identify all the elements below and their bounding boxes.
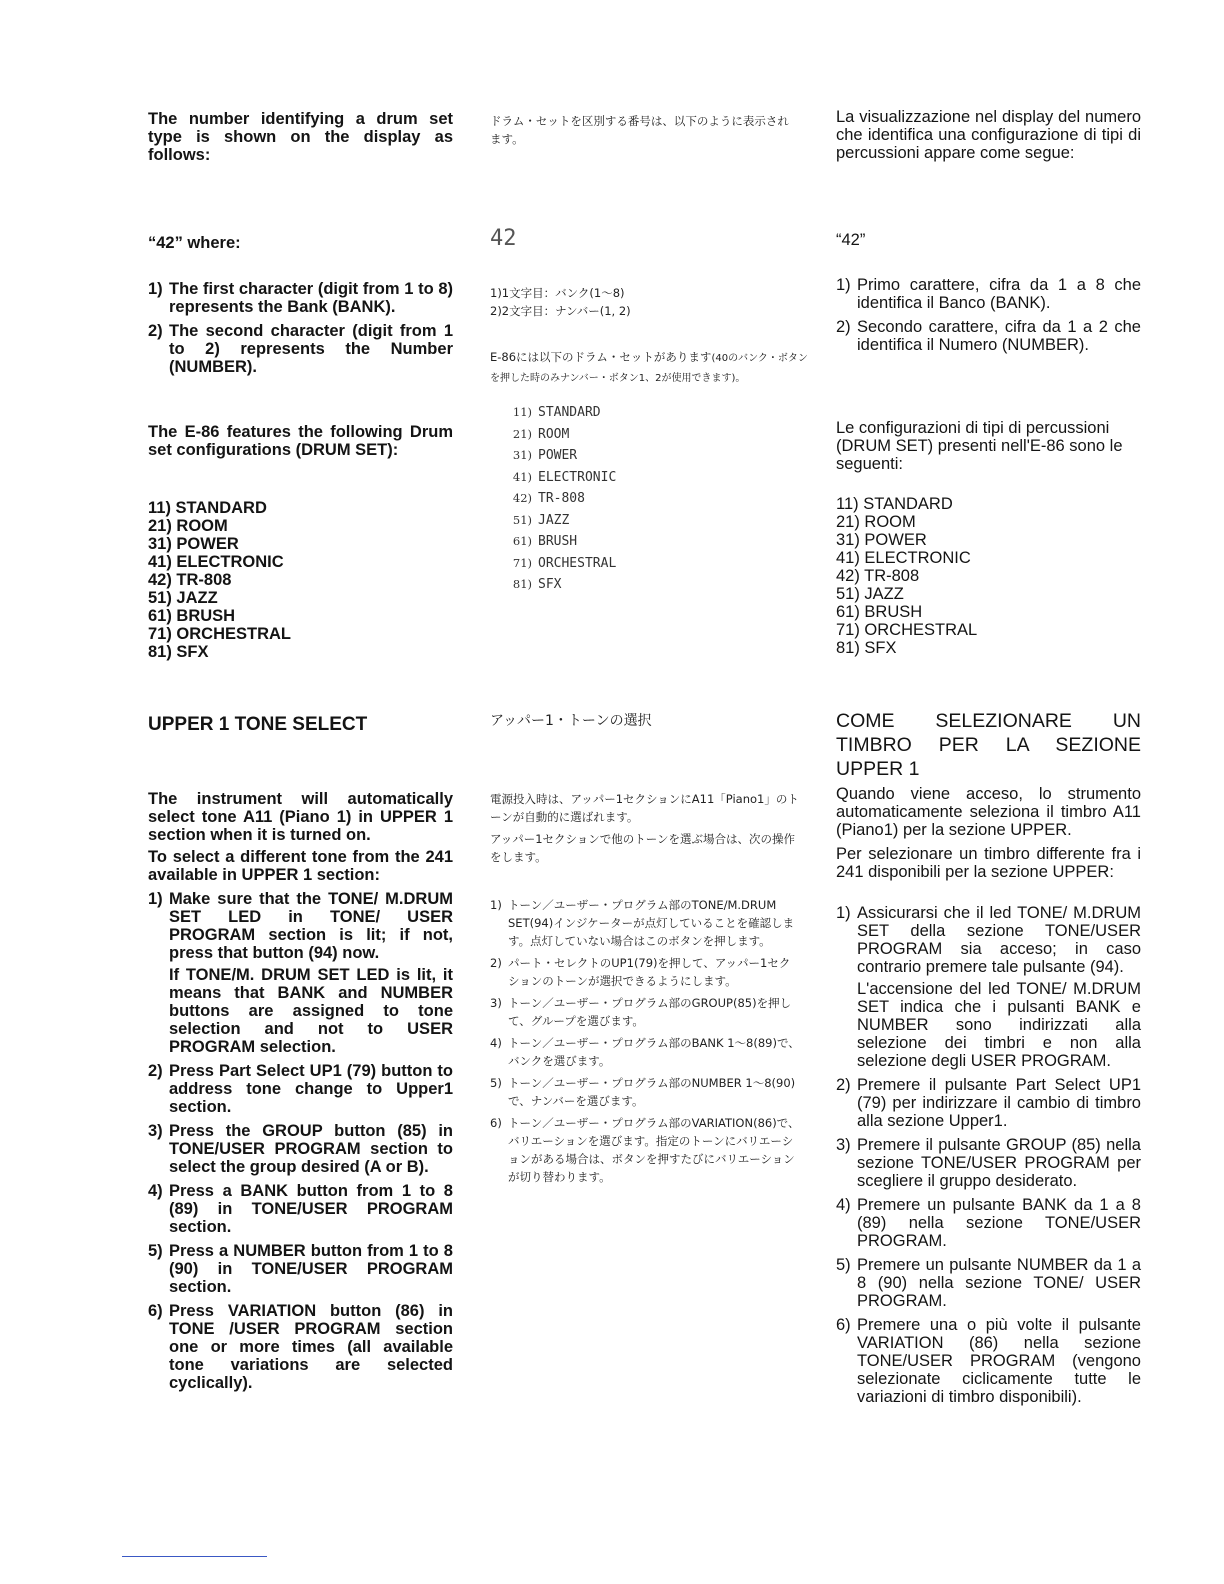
it-section-heading: COME SELEZIONARE UN TIMBRO PER LA SEZIONE UPPER 1 (836, 710, 1141, 780)
list-item: 1) The first character (digit from 1 to 8) represents the Bank (BANK). (148, 280, 453, 316)
jp-steps-list (490, 896, 800, 1190)
list-item: 5) Premere un pulsante NUMBER da 1 a 8 (90) nella sezione TONE/ USER PROGRAM. (836, 1256, 1141, 1310)
footer-rule (122, 1556, 267, 1557)
list-item: 3) Premere il pulsante GROUP (85) nella sezione TONE/USER PROGRAM per scegliere il gruppo desiderato. (836, 1136, 1141, 1190)
list-item: 31) POWER (836, 531, 927, 549)
list-item: 71) ORCHESTRAL (836, 621, 978, 639)
list-item: 51) JAZZ (512, 512, 570, 528)
en-auto-select: The instrument will automatically select tone A11 (Piano 1) in UPPER 1 section when it is turned on. (148, 790, 453, 844)
list-item: 71) ORCHESTRAL (512, 555, 617, 571)
en-steps-list (148, 890, 453, 1398)
list-item: 81) SFX (836, 639, 897, 657)
list-item: 51) JAZZ (836, 585, 904, 603)
jp-points-list (490, 284, 631, 320)
list-item: 41) ELECTRONIC (148, 553, 284, 571)
list-item: 42) TR-808 (512, 491, 585, 506)
list-item: 2) The second character (digit from 1 to 2) represents the Number (NUMBER). (148, 322, 453, 376)
list-item: 1) トーン／ユーザー・プログラム部のTONE/M.DRUM SET(94)インジケーターが点灯していることを確認します。点灯していない場合はこのボタンを押します。 (490, 898, 795, 948)
jp-auto-select: 電源投入時は、アッパー1セクションにA11「Piano1」のトーンが自動的に選ばれます。 (490, 792, 799, 824)
list-item: 11) STANDARD (836, 495, 953, 513)
list-item: 21) ROOM (148, 517, 228, 535)
it-select-intro: Per selezionare un timbro differente fra i 241 disponibili per la sezione UPPER: (836, 845, 1141, 881)
list-item: 2) Secondo carattere, cifra da 1 a 2 che identifica il Numero (NUMBER). (836, 318, 1141, 354)
list-item: 21) ROOM (836, 513, 916, 531)
list-item: 61) BRUSH (512, 534, 578, 549)
list-item: 61) BRUSH (836, 603, 923, 621)
list-item: 2) パート・セレクトのUP1(79)を押して、アッパー1セクションのトーンが選択できるようにします。 (490, 956, 791, 988)
it-features: Le configurazioni di tipi di percussioni (DRUM SET) presenti nell'E-86 sono le seguenti: (836, 419, 1123, 473)
list-item: 6) Premere una o più volte il pulsante VARIATION (86) nella sezione TONE/USER PROGRAM (vengono selezionate ciclicamente tutte le variazioni di timbro disponibili). (836, 1316, 1141, 1406)
list-item: 31) POWER (148, 535, 239, 553)
list-item: 2) Press Part Select UP1 (79) button to address tone change to Upper1 section. (148, 1062, 453, 1116)
list-item: 3) トーン／ユーザー・プログラム部のGROUP(85)を押して、グループを選びます。 (490, 996, 792, 1028)
jp-select-intro: アッパー1セクションで他のトーンを選ぶ場合は、次の操作をします。 (490, 832, 796, 864)
list-item: 42) TR-808 (148, 571, 232, 589)
list-item: 11) STANDARD (512, 405, 601, 420)
list-item: 5) トーン／ユーザー・プログラム部のNUMBER 1～8(90)で、ナンバーを選びます。 (490, 1076, 796, 1108)
it-steps-list (836, 904, 1141, 1412)
list-item: 4) トーン／ユーザー・プログラム部のBANK 1～8(89)で、バンクを選びます。 (490, 1036, 800, 1068)
list-item: 2) Premere il pulsante Part Select UP1 (79) per indirizzare il cambio di timbro alla sezione Upper1. (836, 1076, 1141, 1130)
list-item: 6) Press VARIATION button (86) in TONE /USER PROGRAM section one or more times (all available tone variations are selected cyclically). (148, 1302, 453, 1392)
jp-section-heading: アッパー1・トーンの選択 (490, 713, 652, 729)
en-points-list (148, 280, 453, 382)
jp-features: E-86には以下のドラム・セットがあります(40のバンク・ボタンを押した時のみナンバー・ボタン1、2が使用できます)。 (490, 350, 808, 384)
list-item: 1) Make sure that the TONE/ M.DRUM SET LED in TONE/ USER PROGRAM section is lit; if not, press that button (94) now. If TONE/M. DRUM SET LED is lit, it means that BANK and NUMBER buttons are assigned to tone selection and not to USER PROGRAM selection. (148, 890, 453, 1056)
en-section-heading: UPPER 1 TONE SELECT (148, 714, 368, 735)
it-auto-select: Quando viene acceso, lo strumento automaticamente seleziona il timbro A11 (Piano1) per la sezione UPPER. (836, 785, 1141, 839)
list-item: 61) BRUSH (148, 607, 236, 625)
list-item: 21) ROOM (512, 426, 570, 442)
list-item: 3) Press the GROUP button (85) in TONE/USER PROGRAM section to select the group desired (A or B). (148, 1122, 453, 1176)
jp-intro: ドラム・セットを区別する番号は、以下のように表示されます。 (490, 114, 789, 146)
en-example: “42” where: (148, 234, 241, 252)
list-item: 1)1文字目：バンク(1～8) (490, 286, 625, 300)
jp-example: 42 (490, 226, 517, 251)
list-item: 5) Press a NUMBER button from 1 to 8 (90) in TONE/USER PROGRAM section. (148, 1242, 453, 1296)
en-features: The E-86 features the following Drum set configurations (DRUM SET): (148, 423, 453, 459)
list-item: 2)2文字目：ナンバー(1, 2) (490, 304, 631, 318)
it-example: “42” (836, 231, 866, 249)
en-select-intro: To select a different tone from the 241 available in UPPER 1 section: (148, 848, 453, 884)
list-item: 81) SFX (148, 643, 209, 661)
list-item: 1) Primo carattere, cifra da 1 a 8 che identifica il Banco (BANK). (836, 276, 1141, 312)
jp-drum-set-list (490, 402, 616, 596)
list-item: 1) Assicurarsi che il led TONE/ M.DRUM SET della sezione TONE/USER PROGRAM sia acceso; in caso contrario premere tale pulsante (94). L'accensione del led TONE/ M.DRUM SET indica che i pulsanti BANK e NUMBER sono indirizzati alla selezione dei timbri e non alla selezione degli USER PROGRAM. (836, 904, 1141, 1070)
list-item: 51) JAZZ (148, 589, 218, 607)
list-item: 71) ORCHESTRAL (148, 625, 292, 643)
en-drum-set-list (148, 499, 291, 661)
list-item: 41) ELECTRONIC (512, 469, 617, 485)
list-item: 6) トーン／ユーザー・プログラム部のVARIATION(86)で、バリエーションを選びます。指定のトーンにバリエーションがある場合は、ボタンを押すたびにバリエーションが切り替わります。 (490, 1116, 800, 1184)
list-item: 41) ELECTRONIC (836, 549, 971, 567)
it-points-list (836, 276, 1141, 360)
en-intro: The number identifying a drum set type is shown on the display as follows: (148, 110, 453, 164)
list-item: 4) Premere un pulsante BANK da 1 a 8 (89) nella sezione TONE/USER PROGRAM. (836, 1196, 1141, 1250)
list-item: 4) Press a BANK button from 1 to 8 (89) in TONE/USER PROGRAM section. (148, 1182, 453, 1236)
it-drum-set-list (836, 495, 977, 657)
it-intro: La visualizzazione nel display del numero che identifica una configurazione di tipi di percussioni appare come segue: (836, 108, 1141, 162)
list-item: 11) STANDARD (148, 499, 267, 517)
list-item: 81) SFX (512, 577, 562, 592)
list-item: 31) POWER (512, 448, 578, 463)
list-item: 42) TR-808 (836, 567, 920, 585)
